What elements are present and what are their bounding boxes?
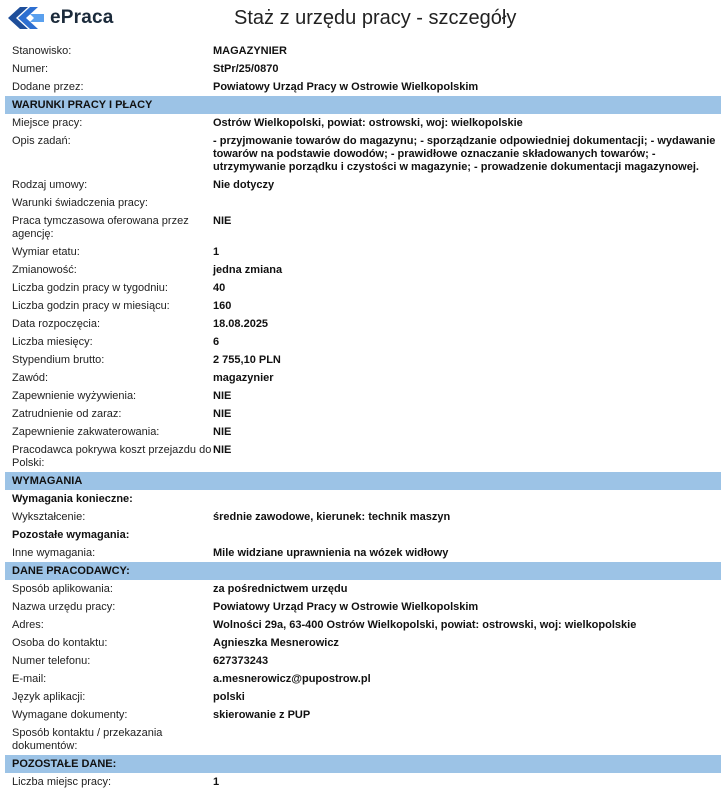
detail-value: skierowanie z PUP: [213, 708, 311, 721]
detail-value: 1: [213, 245, 220, 258]
detail-label: Wymiar etatu:: [12, 245, 80, 258]
detail-label: Rodzaj umowy:: [12, 178, 88, 191]
warunki-rows: [5, 114, 721, 472]
detail-row: [5, 580, 721, 598]
detail-row: [5, 652, 721, 670]
detail-label: Liczba miesięcy:: [12, 335, 93, 348]
detail-row: [5, 706, 721, 724]
detail-label: Stanowisko:: [12, 44, 72, 57]
detail-label: Sposób kontaktu / przekazania dokumentów:: [12, 726, 163, 752]
konieczne-rows: [5, 508, 721, 526]
detail-value: 627373243: [213, 654, 269, 667]
detail-row: [5, 60, 721, 78]
detail-label: Pracodawca pokrywa koszt przejazdu do Polski:: [12, 443, 212, 469]
detail-row: [5, 78, 721, 96]
detail-value: 1: [213, 775, 220, 788]
detail-label: Dodane przez:: [12, 80, 84, 93]
detail-label: Zawód:: [12, 371, 49, 384]
detail-row: [5, 598, 721, 616]
detail-row: [5, 405, 721, 423]
detail-label: Wymagane dokumenty:: [12, 708, 128, 721]
detail-row: [5, 315, 721, 333]
detail-row: [5, 132, 721, 176]
detail-label: Nazwa urzędu pracy:: [12, 600, 116, 613]
detail-label: Inne wymagania:: [12, 546, 96, 559]
detail-value: Wolności 29a, 63-400 Ostrów Wielkopolski, powiat: ostrowski, woj: wielkopolskie: [213, 618, 637, 631]
pozostale-rows: [5, 544, 721, 562]
detail-row: [5, 42, 721, 60]
detail-label: Numer telefonu:: [12, 654, 91, 667]
detail-value: Powiatowy Urząd Pracy w Ostrowie Wielkopolskim: [213, 600, 479, 613]
detail-label: Język aplikacji:: [12, 690, 86, 703]
detail-label: Osoba do kontaktu:: [12, 636, 108, 649]
detail-value: Nie dotyczy: [213, 178, 275, 191]
detail-label: Zatrudnienie od zaraz:: [12, 407, 122, 420]
detail-label: E-mail:: [12, 672, 47, 685]
detail-row: [5, 688, 721, 706]
detail-value: - przyjmowanie towarów do magazynu; - sporządzanie odpowiedniej dokumentacji; - wydawanie towarów na podstawie dowodów; - prawidłowe oznaczanie składowanych towarów; - utrzymywanie porządku i czystości w magazynie; - prowadzenie dokumentacji magazynowej.: [213, 134, 716, 173]
detail-row: [5, 114, 721, 132]
pozostale-dane-rows: [5, 773, 721, 791]
detail-value: NIE: [213, 407, 232, 420]
detail-label: Data rozpoczęcia:: [12, 317, 101, 330]
detail-label: Sposób aplikowania:: [12, 582, 113, 595]
page-title: Staż z urzędu pracy - szczegóły: [234, 7, 517, 29]
detail-value: średnie zawodowe, kierunek: technik maszyn: [213, 510, 451, 523]
detail-label: Warunki świadczenia pracy:: [12, 196, 148, 209]
detail-label: Liczba godzin pracy w miesiącu:: [12, 299, 170, 312]
detail-row: [5, 297, 721, 315]
detail-label: Numer:: [12, 62, 49, 75]
detail-value: [212, 197, 721, 210]
detail-label: Liczba godzin pracy w tygodniu:: [12, 281, 168, 294]
detail-value: MAGAZYNIER: [213, 44, 287, 57]
detail-label: Liczba miejsc pracy:: [12, 775, 112, 788]
detail-row: [5, 441, 721, 472]
detail-label: Adres:: [12, 618, 44, 631]
detail-row: [5, 544, 721, 562]
detail-row: [5, 773, 721, 791]
detail-value: 40: [213, 281, 226, 294]
detail-value: StPr/25/0870: [213, 62, 279, 75]
section-warunki: WARUNKI PRACY I PŁACY: [5, 96, 721, 114]
detail-row: [5, 369, 721, 387]
detail-value: NIE: [213, 214, 232, 227]
basic-info: [5, 42, 721, 96]
epraca-logo-icon: [6, 6, 46, 30]
subheading-konieczne: Wymagania konieczne:: [12, 492, 133, 505]
detail-label: Opis zadań:: [12, 134, 71, 147]
detail-value: Agnieszka Mesnerowicz: [213, 636, 339, 649]
offer-details: [5, 42, 721, 791]
pracodawca-rows: [5, 580, 721, 755]
detail-value: a.mesnerowicz@pupostrow.pl: [213, 672, 371, 685]
detail-row: [5, 616, 721, 634]
detail-row: [5, 634, 721, 652]
detail-row: [5, 351, 721, 369]
detail-value: polski: [213, 690, 245, 703]
detail-row: [5, 243, 721, 261]
detail-value: 2 755,10 PLN: [213, 353, 281, 366]
logo-text: ePraca: [50, 7, 114, 28]
detail-label: Praca tymczasowa oferowana przez agencję:: [12, 214, 189, 240]
detail-value: magazynier: [213, 371, 274, 384]
detail-value: Powiatowy Urząd Pracy w Ostrowie Wielkopolskim: [213, 80, 479, 93]
detail-label: Zapewnienie wyżywienia:: [12, 389, 137, 402]
page-header: [0, 0, 721, 40]
detail-value: NIE: [213, 443, 232, 456]
subheading-pozostale: Pozostałe wymagania:: [12, 528, 130, 541]
epraca-logo[interactable]: [6, 6, 114, 30]
detail-row: [5, 423, 721, 441]
detail-row: [5, 724, 721, 755]
detail-row: [5, 279, 721, 297]
detail-value: 18.08.2025: [213, 317, 269, 330]
detail-value: Ostrów Wielkopolski, powiat: ostrowski, woj: wielkopolskie: [213, 116, 523, 129]
detail-value: jedna zmiana: [213, 263, 283, 276]
section-pozostale-dane: POZOSTAŁE DANE:: [5, 755, 721, 773]
detail-label: Zapewnienie zakwaterowania:: [12, 425, 160, 438]
detail-row: [5, 670, 721, 688]
detail-row: [5, 194, 721, 212]
detail-label: Stypendium brutto:: [12, 353, 105, 366]
detail-label: Zmianowość:: [12, 263, 77, 276]
detail-value: za pośrednictwem urzędu: [213, 582, 348, 595]
detail-row: [5, 176, 721, 194]
detail-value: [212, 727, 721, 753]
detail-value: 6: [213, 335, 220, 348]
detail-label: Miejsce pracy:: [12, 116, 83, 129]
detail-row: [5, 508, 721, 526]
detail-value: NIE: [213, 389, 232, 402]
detail-row: [5, 212, 721, 243]
section-pracodawca: DANE PRACODAWCY:: [5, 562, 721, 580]
detail-row: [5, 261, 721, 279]
detail-value: 160: [213, 299, 232, 312]
detail-value: Mile widziane uprawnienia na wózek widłowy: [213, 546, 449, 559]
section-wymagania: WYMAGANIA: [5, 472, 721, 490]
detail-row: [5, 387, 721, 405]
detail-value: NIE: [213, 425, 232, 438]
detail-row: [5, 333, 721, 351]
detail-label: Wykształcenie:: [12, 510, 86, 523]
